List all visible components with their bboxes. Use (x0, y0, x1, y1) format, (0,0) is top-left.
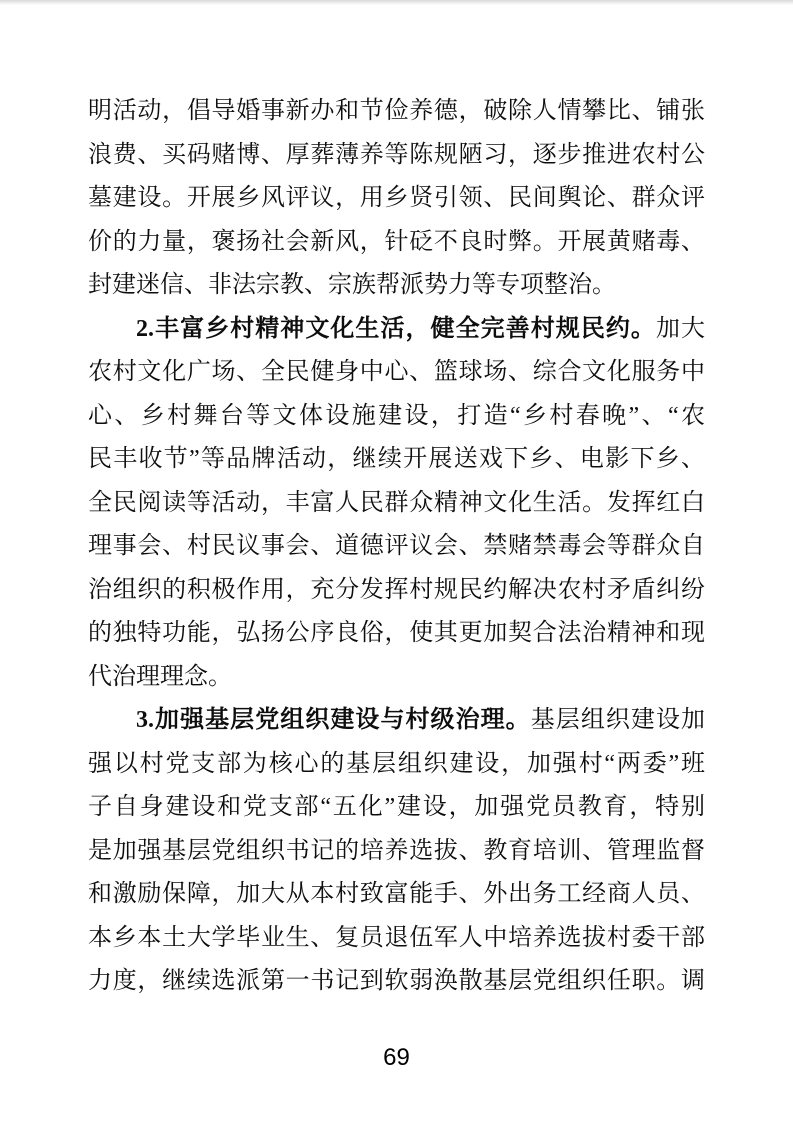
text-line: 墓建设。开展乡风评议，用乡贤引领、民间舆论、群众评 (88, 185, 705, 211)
text-line: 民丰收节”等品牌活动，继续开展送戏下乡、电影下乡、 (88, 446, 705, 472)
text-line-section-start (88, 308, 705, 352)
text-line: 浪费、买码赌博、厚葬薄养等陈规陋习，逐步推进农村公 (88, 141, 705, 168)
text-line: 理事会、村民议事会、道德评议会、禁赌禁毒会等群众自 (88, 533, 705, 559)
section-heading-3: 3.加强基层党组织建设与村级治理。 (136, 707, 531, 733)
text-line-paragraph-end: 代治理理念。 (88, 663, 232, 690)
text-line: 全民阅读等活动，丰富人民群众精神文化生活。发挥红白 (88, 489, 705, 516)
text-line: 本乡本土大学毕业生、复员退伍军人中培养选拔村委干部 (88, 924, 705, 951)
document-body-text (88, 90, 705, 1004)
text-line: 心、乡村舞台等文体设施建设，打造“乡村春晚”、“农 (88, 402, 705, 429)
text-line: 和激励保障，加大从本村致富能手、外出务工经商人员、 (88, 881, 705, 907)
text-line: 力度，继续选派第一书记到软弱涣散基层党组织任职。调 (88, 968, 705, 994)
text-line: 农村文化广场、全民健身中心、篮球场、综合文化服务中 (88, 359, 705, 385)
page-number: 69 (383, 1044, 410, 1071)
text-line: 的独特功能，弘扬公序良俗，使其更加契合法治精神和现 (88, 620, 705, 646)
text-line: 价的力量，褒扬社会新风，针砭不良时弊。开展黄赌毒、 (88, 228, 705, 255)
text-line: 明活动，倡导婚事新办和节俭养德，破除人情攀比、铺张 (88, 98, 705, 124)
text-line: 子自身建设和党支部“五化”建设，加强党员教育，特别 (88, 794, 705, 820)
text-line-paragraph-end: 封建迷信、非法宗教、宗族帮派势力等专项整治。 (88, 272, 616, 298)
text-run: 加大 (655, 315, 705, 342)
section-heading-2: 2.丰富乡村精神文化生活，健全完善村规民约。 (136, 315, 656, 342)
text-line: 治组织的积极作用，充分发挥村规民约解决农村矛盾纠纷 (88, 576, 705, 603)
text-run: 基层组织建设加 (530, 707, 706, 733)
text-line-section-start (88, 699, 705, 743)
text-line: 是加强基层党组织书记的培养选拔、教育培训、管理监督 (88, 837, 705, 864)
page-top-edge-shade (0, 0, 793, 5)
text-line: 强以村党支部为核心的基层组织建设，加强村“两委”班 (88, 750, 705, 777)
